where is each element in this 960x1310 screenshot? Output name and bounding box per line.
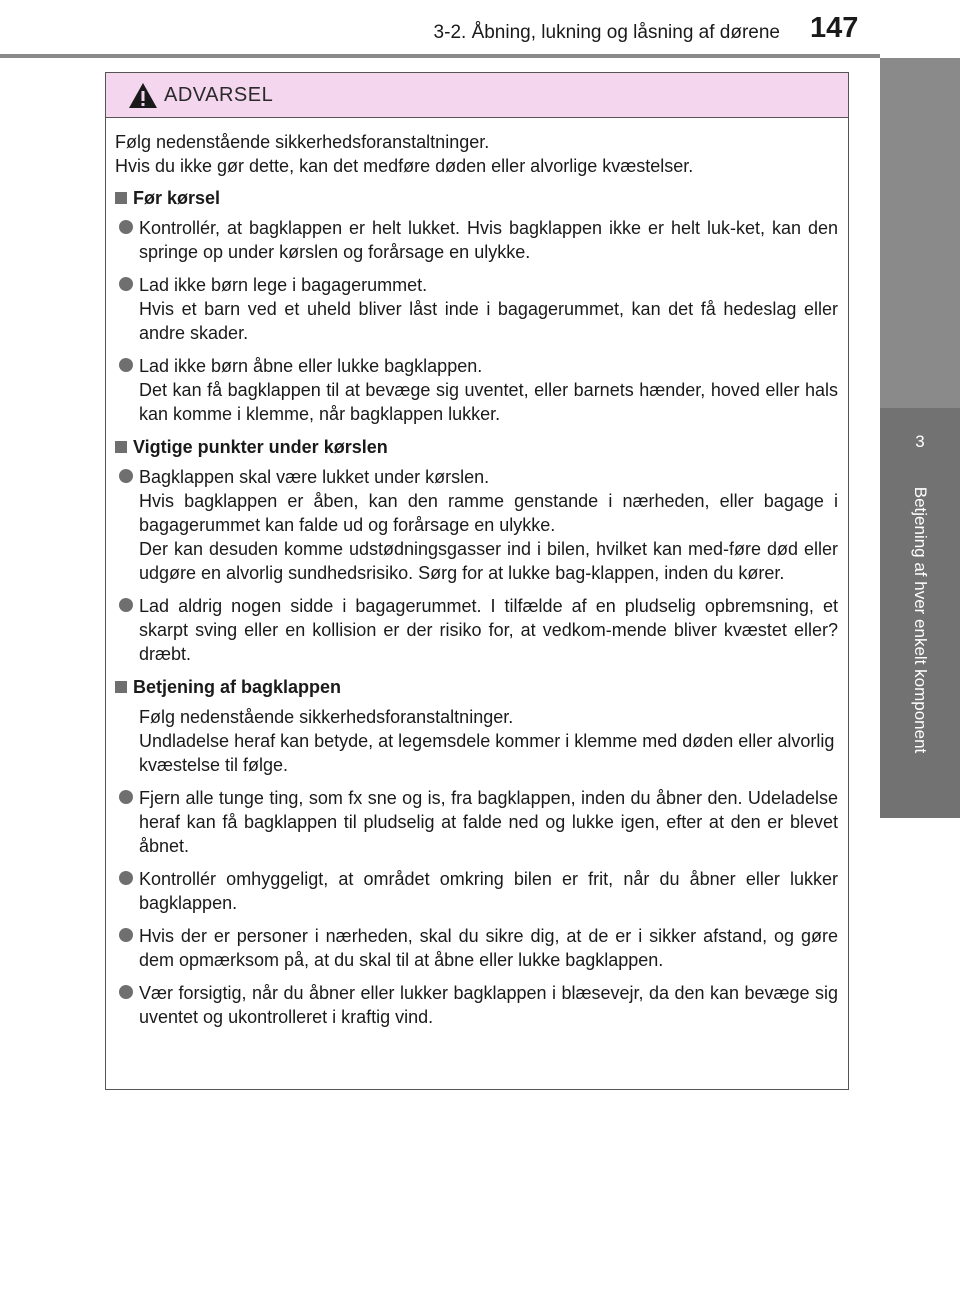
round-bullet-icon — [119, 790, 133, 804]
list-item-text: Fjern alle tunge ting, som fx sne og is, fra bagklappen, inden du åbner den. Udeladelse heraf kan få bagklappen til pludselig at falde ned og lukke igen, efter at den er blevet åbnet. — [139, 788, 838, 856]
page-number: 147 — [810, 12, 859, 44]
square-bullet-icon — [115, 441, 127, 453]
list-item-text: Kontrollér, at bagklappen er helt lukket. Hvis bagklappen ikke er helt luk-ket, kan den springe op under kørslen og forårsage en ulykke. — [139, 218, 838, 262]
list-item — [115, 924, 838, 972]
list-item-text: Lad ikke børn lege i bagagerummet. Hvis et barn ved et uheld bliver låst inde i bagagerummet, kan det få hedeslag eller andre skader. — [139, 275, 838, 343]
section-title: Vigtige punkter under kørslen — [133, 437, 388, 457]
section-title: Betjening af bagklappen — [133, 677, 342, 697]
square-bullet-icon — [115, 681, 127, 693]
warning-box — [105, 72, 849, 1090]
list-item — [115, 981, 838, 1029]
round-bullet-icon — [119, 358, 133, 372]
chapter-title: Betjening af hver enkelt komponent — [911, 486, 930, 754]
section-title: Før kørsel — [133, 188, 221, 208]
round-bullet-icon — [119, 871, 133, 885]
list-item-text: Bagklappen skal være lukket under kørslen. Hvis bagklappen er åben, kan den ramme genstande i nærheden, eller bagage i bagagerummet kan falde ud og forårsage en ulykke. Der kan desuden komme udstødningsgasser ind i bilen, hvilket kan med-føre død eller udgøre en alvorlig sundhedsrisiko. Sørg for at lukke bag-klappen, inden du kører. — [139, 467, 838, 583]
round-bullet-icon — [119, 277, 133, 291]
square-bullet-icon — [115, 192, 127, 204]
warning-heading: ADVARSEL — [164, 83, 274, 106]
list-item — [115, 465, 838, 585]
warning-body — [106, 118, 848, 1029]
warning-intro: Følg nedenstående sikkerhedsforanstaltninger. Hvis du ikke gør dette, kan det medføre døden eller alvorlige kvæstelser. — [115, 132, 694, 176]
list-item — [115, 594, 838, 666]
warning-header — [106, 73, 848, 118]
round-bullet-icon — [119, 928, 133, 942]
list-item — [115, 867, 838, 915]
round-bullet-icon — [119, 985, 133, 999]
section-heading — [115, 435, 838, 459]
section-intro: Følg nedenstående sikkerhedsforanstaltninger. Undladelse heraf kan betyde, at legemsdele kommer i klemme med døden eller alvorlig kvæstelse til følge. — [139, 707, 835, 775]
side-tab — [880, 58, 960, 408]
section-heading — [115, 675, 838, 699]
list-item — [115, 216, 838, 264]
list-item-text: Lad ikke børn åbne eller lukke bagklappen. Det kan få bagklappen til at bevæge sig uventet, eller barnets hænder, hoved eller hals kan komme i klemme, når bagklappen lukker. — [139, 356, 838, 424]
list-item — [115, 273, 838, 345]
round-bullet-icon — [119, 469, 133, 483]
list-item — [115, 786, 838, 858]
list-item-text: Hvis der er personer i nærheden, skal du sikre dig, at de er i sikker afstand, og gøre dem opmærksom på, at du skal til at åbne eller lukke bagklappen. — [139, 926, 838, 970]
list-item-text: Vær forsigtig, når du åbner eller lukker bagklappen i blæsevejr, da den kan bevæge sig uventet og ukontrolleret i kraftig vind. — [139, 983, 838, 1027]
list-item — [115, 354, 838, 426]
round-bullet-icon — [119, 220, 133, 234]
section-heading — [115, 186, 838, 210]
list-item-text: Kontrollér omhyggeligt, at området omkring bilen er frit, når du åbner eller lukker bagklappen. — [139, 869, 838, 913]
round-bullet-icon — [119, 598, 133, 612]
header-title: 3-2. Åbning, lukning og låsning af dørene — [433, 22, 780, 43]
list-item-text: Lad aldrig nogen sidde i bagagerummet. I tilfælde af en pludselig opbremsning, et skarpt sving eller en kollision er der risiko for, at vedkom-mende bliver kvæstet eller?dræbt. — [139, 596, 838, 664]
header-rule — [0, 54, 880, 58]
chapter-number: 3 — [915, 432, 925, 451]
warning-triangle-icon — [128, 82, 158, 109]
